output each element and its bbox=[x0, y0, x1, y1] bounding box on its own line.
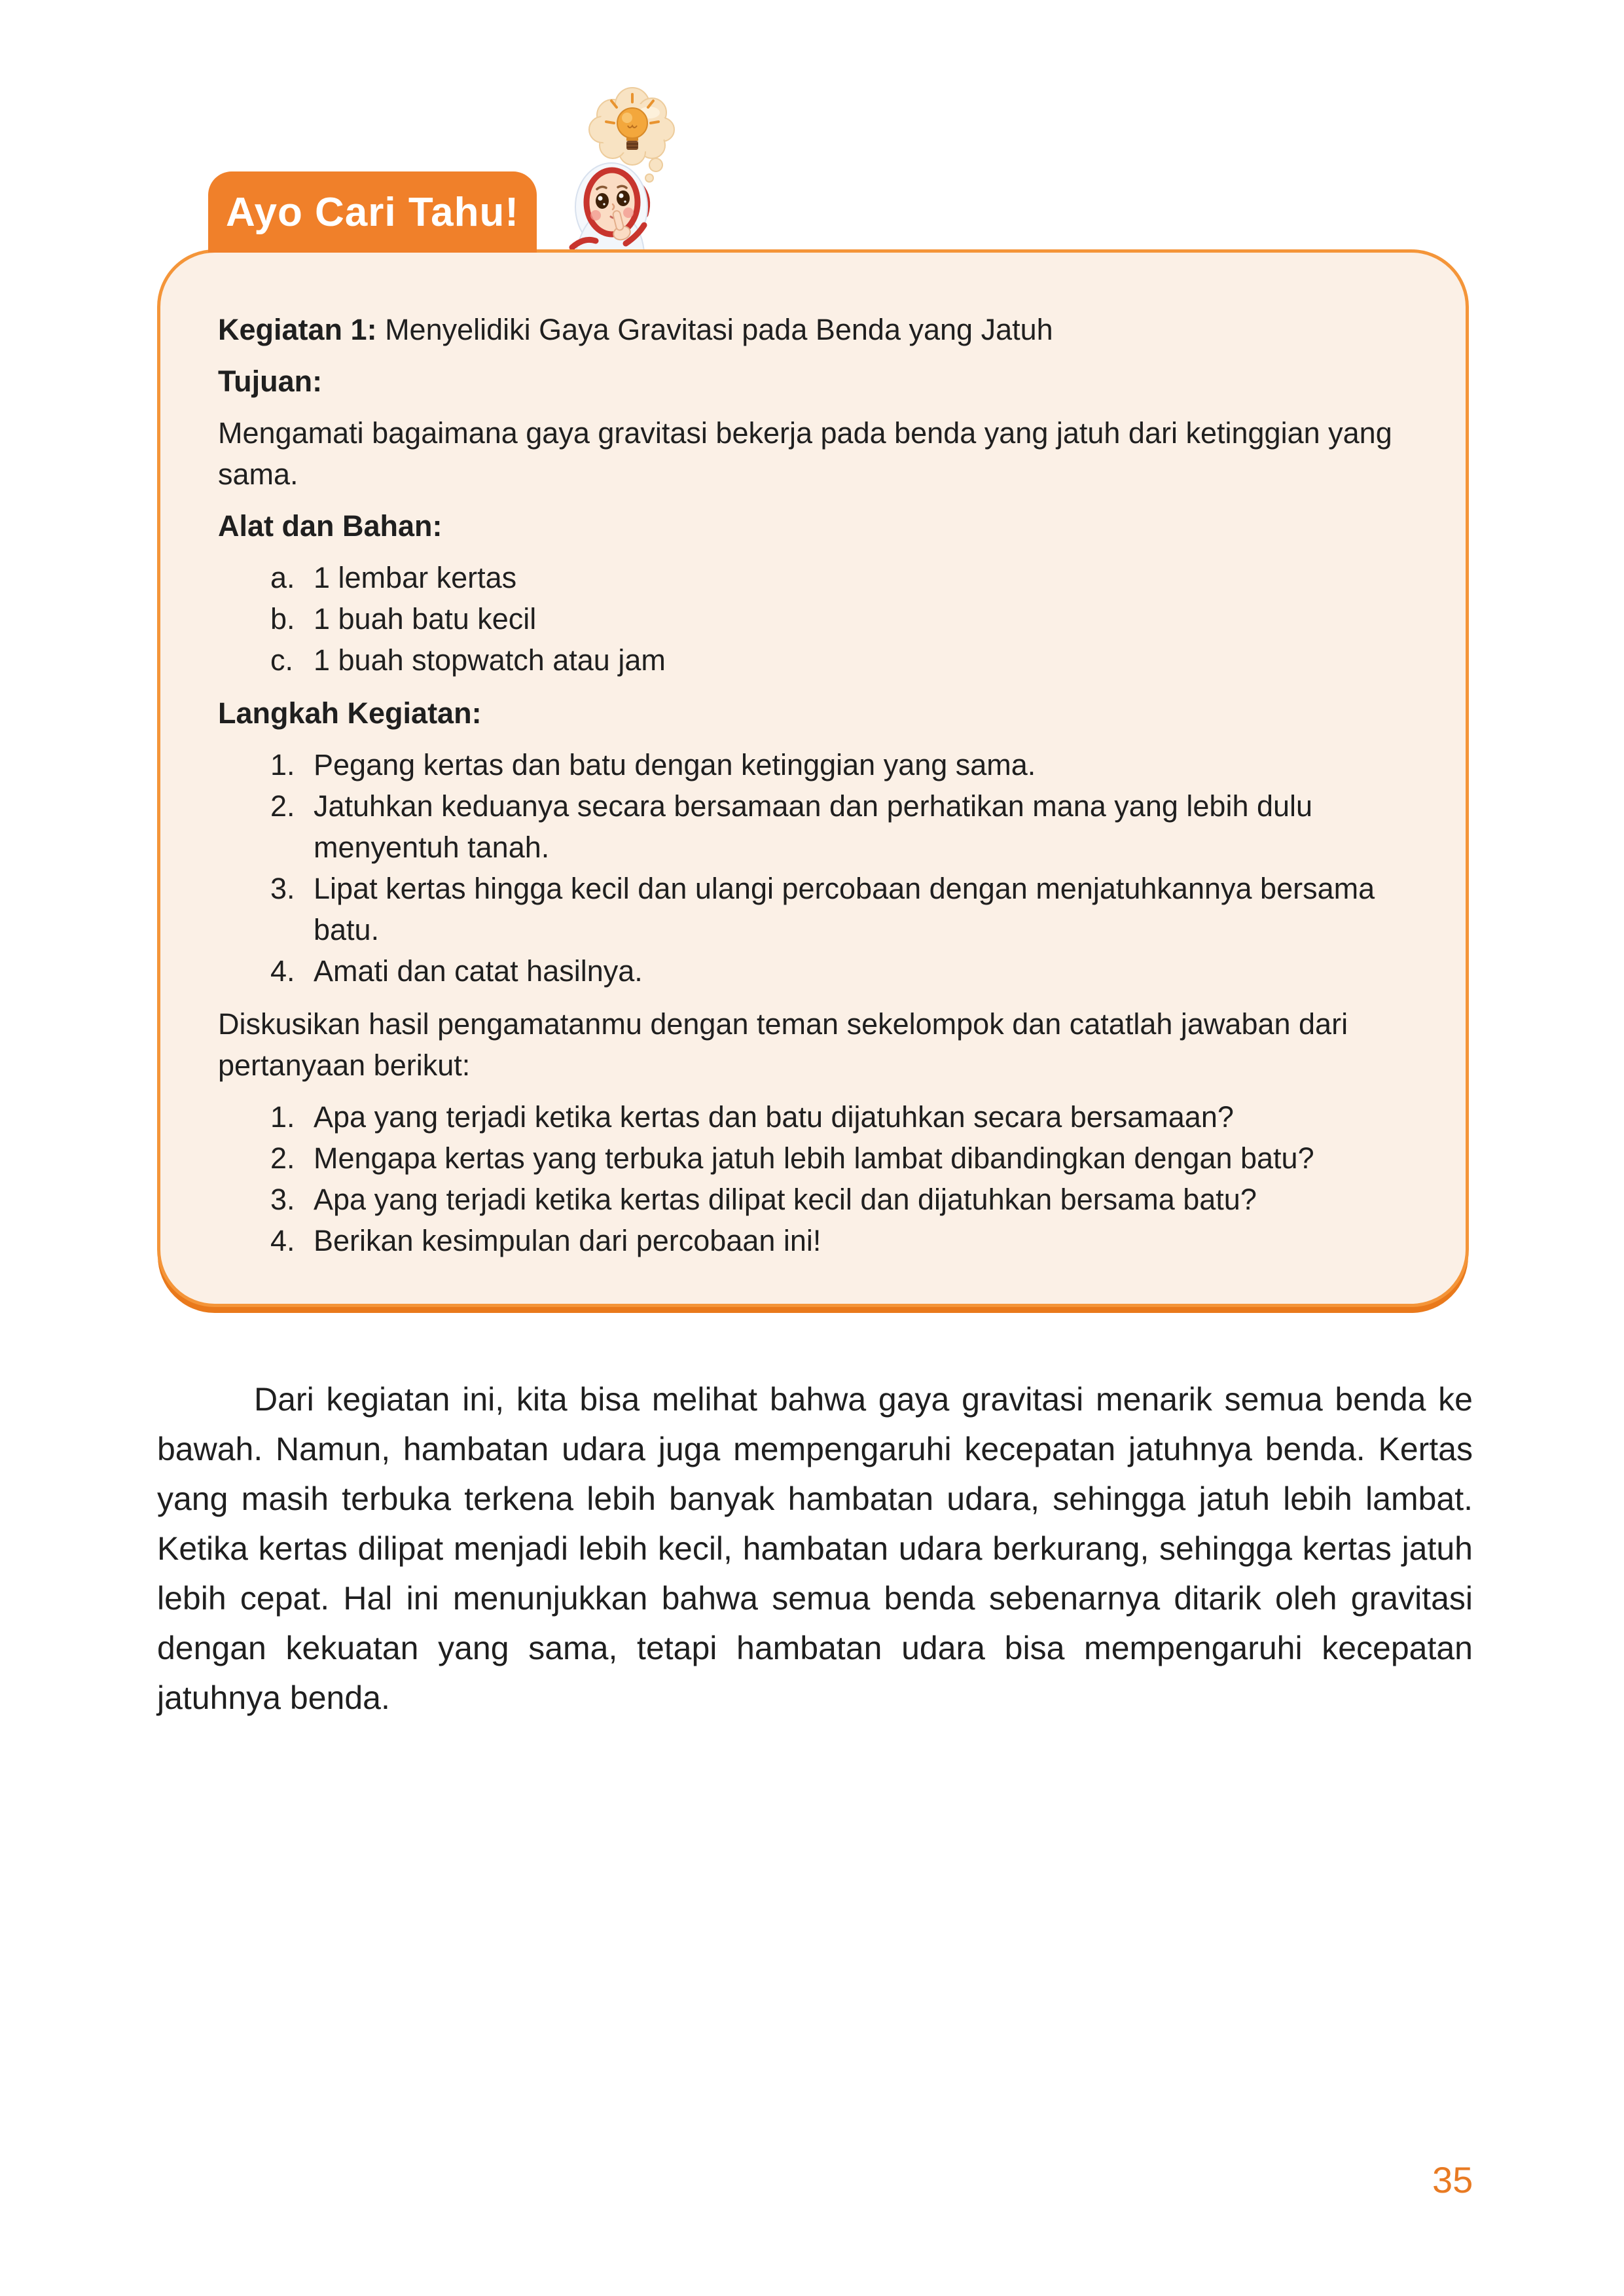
alat-heading: Alat dan Bahan: bbox=[218, 509, 442, 543]
list-item bbox=[270, 950, 1397, 992]
pertanyaan-list bbox=[218, 1096, 1397, 1261]
list-item bbox=[270, 1096, 1397, 1138]
list-item bbox=[270, 598, 1397, 639]
summary-paragraph: Dari kegiatan ini, kita bisa melihat bahwa gaya gravitasi menarik semua benda ke bawah. Namun, hambatan udara juga mempengaruhi kecepatan jatuhnya benda. Kertas yang masih terbuka terkena lebih banyak hambatan udara, sehingga jatuh lebih lambat. Ketika kertas dilipat menjadi lebih kecil, hambatan udara berkurang, sehingga kertas jatuh lebih cepat. Hal ini menunjukkan bahwa semua benda sebenarnya ditarik oleh gravitasi dengan kekuatan yang sama, tetapi hambatan udara bisa mempengaruhi kecepatan jatuhnya benda. bbox=[157, 1381, 1473, 1716]
activity-title-label: Kegiatan 1: bbox=[218, 313, 377, 346]
list-item-text: Apa yang terjadi ketika kertas dan batu dijatuhkan secara bersamaan? bbox=[314, 1100, 1234, 1134]
langkah-list bbox=[218, 744, 1397, 992]
thinking-girl-illustration bbox=[550, 82, 681, 253]
activity-box bbox=[157, 249, 1469, 1307]
list-item bbox=[270, 1179, 1397, 1220]
list-item-text: Amati dan catat hasilnya. bbox=[314, 954, 643, 988]
activity-title-text: Menyelidiki Gaya Gravitasi pada Benda yang Jatuh bbox=[376, 313, 1053, 346]
diskusi-text: Diskusikan hasil pengamatanmu dengan teman sekelompok dan catatlah jawaban dari pertanyaan berikut: bbox=[218, 1007, 1348, 1082]
list-item-text: 1 lembar kertas bbox=[314, 561, 517, 594]
list-item-text: 1 buah batu kecil bbox=[314, 602, 537, 636]
section-badge-label: Ayo Cari Tahu! bbox=[225, 189, 520, 235]
section-badge bbox=[208, 171, 537, 253]
list-item-text: Pegang kertas dan batu dengan ketinggian yang sama. bbox=[314, 748, 1036, 781]
list-item-text: Berikan kesimpulan dari percobaan ini! bbox=[314, 1224, 821, 1257]
list-marker: 4. bbox=[270, 954, 295, 988]
list-marker: 1. bbox=[270, 748, 295, 781]
girl-in-hijab bbox=[572, 163, 647, 251]
tujuan-heading: Tujuan: bbox=[218, 365, 323, 398]
list-marker: a. bbox=[270, 561, 295, 594]
list-item bbox=[270, 744, 1397, 785]
list-item bbox=[270, 785, 1397, 868]
list-item bbox=[270, 868, 1397, 950]
list-item-text: Apa yang terjadi ketika kertas dilipat kecil dan dijatuhkan bersama batu? bbox=[314, 1183, 1257, 1216]
list-item-text: Lipat kertas hingga kecil dan ulangi percobaan dengan menjatuhkannya bersama batu. bbox=[314, 872, 1375, 946]
list-item bbox=[270, 1220, 1397, 1261]
list-marker: c. bbox=[270, 643, 294, 677]
page-number: 35 bbox=[1432, 2159, 1473, 2200]
activity-title bbox=[218, 309, 1397, 350]
list-marker: 1. bbox=[270, 1100, 295, 1134]
list-item-text: 1 buah stopwatch atau jam bbox=[314, 643, 666, 677]
list-marker: 3. bbox=[270, 1183, 295, 1216]
tujuan-text: Mengamati bagaimana gaya gravitasi bekerja pada benda yang jatuh dari ketinggian yang sama. bbox=[218, 416, 1392, 491]
list-marker: b. bbox=[270, 602, 295, 636]
list-item-text: Mengapa kertas yang terbuka jatuh lebih lambat dibandingkan dengan batu? bbox=[314, 1141, 1314, 1175]
list-marker: 2. bbox=[270, 789, 295, 823]
list-item-text: Jatuhkan keduanya secara bersamaan dan perhatikan mana yang lebih dulu menyentuh tanah. bbox=[314, 789, 1313, 864]
list-marker: 3. bbox=[270, 872, 295, 905]
list-marker: 2. bbox=[270, 1141, 295, 1175]
list-item bbox=[270, 639, 1397, 681]
list-item bbox=[270, 557, 1397, 598]
alat-list bbox=[218, 557, 1397, 681]
list-marker: 4. bbox=[270, 1224, 295, 1257]
list-item bbox=[270, 1138, 1397, 1179]
langkah-heading: Langkah Kegiatan: bbox=[218, 696, 482, 730]
